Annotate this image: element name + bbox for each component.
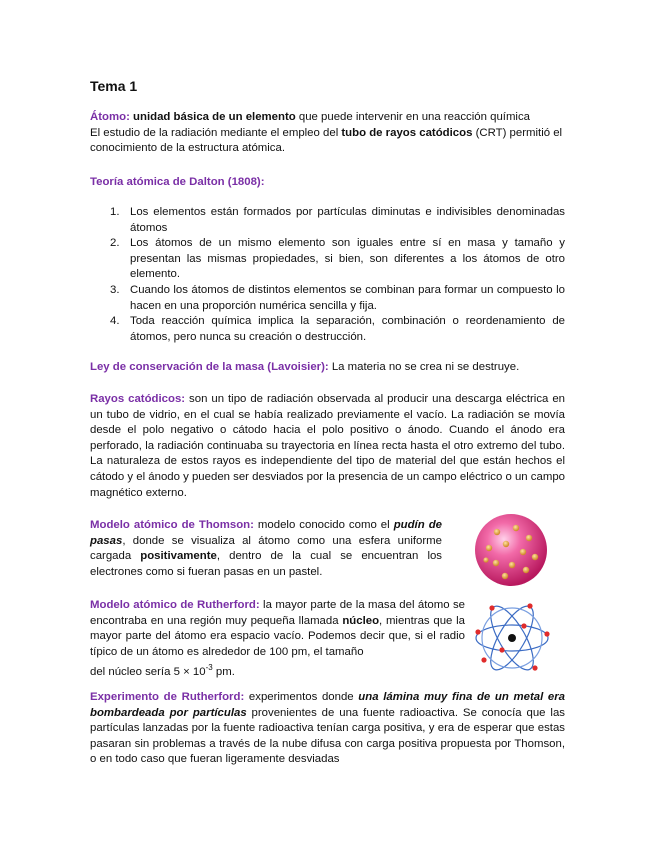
list-item: 4. Toda reacción química implica la separación, combinación o reordenamiento de átomos, pero nunca su creación o destrucción. bbox=[110, 315, 565, 343]
rayos-text: son un tipo de radiación observada al producir una descarga eléctrica en un tubo de vidrio, en el cual se había realizado previamente el vacío. La radiación se movía desde el polo negativo o cátodo hacia el polo positivo o ánodo. Cuando el ánodo era perforado, la radiación continuaba su trayectoria en línea recta hasta el otro extremo del tubo. La naturaleza de estos rayos es independiente del tipo de material del que están hechos el cátodo y el ánodo y pueden ser desviados por la presencia de un campo eléctrico o un campo magnético externo. bbox=[90, 393, 565, 499]
atomo-term: Átomo: bbox=[90, 111, 130, 123]
dalton-heading: Teoría atómica de Dalton (1808): bbox=[90, 176, 265, 188]
list-item: 3. Cuando los átomos de distintos elementos se combinan para formar un compuesto lo hacen en una proporción numérica sencilla y fija. bbox=[110, 283, 565, 312]
lamina-text: una lámina muy fina de un metal era bombardeada por partículas bbox=[90, 691, 565, 719]
nucleo-term: núcleo bbox=[342, 614, 380, 627]
thomson-paragraph: Modelo atómico de Thomson: modelo conocido como el pudín de pasas, donde se visualiza al átomo como una esfera uniforme cargada positivamente, dentro de la cual se encuentran los electrones como si fueran pasas en un pastel. bbox=[90, 519, 443, 578]
lavoisier-paragraph bbox=[90, 360, 570, 376]
experimento-heading: Experimento de Rutherford: bbox=[90, 691, 245, 703]
rayos-heading: Rayos catódicos: bbox=[90, 393, 186, 405]
atomo-rest: que puede intervenir en una reacción química bbox=[295, 111, 530, 123]
rutherford-model-heading: Modelo atómico de Rutherford: bbox=[90, 599, 260, 611]
list-item: 2. Los átomos de un mismo elemento son iguales entre sí en masa y tamaño y presentan las mismas propiedades, si bien, son diferentes a los átomos de otro elemento. bbox=[110, 237, 565, 281]
atomo-line2-pre: El estudio de la radiación mediante el empleo del bbox=[90, 126, 342, 139]
thomson-atom-icon bbox=[462, 510, 560, 590]
thomson-heading: Modelo atómico de Thomson: bbox=[90, 519, 254, 531]
rutherford-atom-icon bbox=[472, 598, 552, 678]
page-title: Tema 1 bbox=[90, 78, 138, 94]
crt-term: tubo de rayos catódicos bbox=[341, 126, 473, 139]
experimento-paragraph: Experimento de Rutherford: experimentos donde una lámina muy fina de un metal era bombardeada por partículas provenientes de una fuente radioactiva. Se conocía que las partículas lanzadas por la fuente radioactiva tenían carga positiva, y era de esperar que estas pasaran sin problemas a través de la nube difusa con carga positiva propuesta por Thomson, o en todo caso que fueran ligeramente desviadas bbox=[90, 691, 565, 766]
atomo-paragraph bbox=[90, 110, 570, 157]
pudin-de-pasas: pudín de pasas bbox=[90, 519, 442, 547]
positivamente: positivamente bbox=[140, 550, 217, 563]
rayos-paragraph bbox=[90, 392, 565, 501]
list-item: 1. Los elementos están formados por partículas diminutas e indivisibles denominadas átomos bbox=[110, 206, 565, 234]
dalton-list bbox=[110, 205, 565, 345]
atomo-line2-post: (CRT) permitió el conocimiento de la estructura atómica. bbox=[90, 126, 563, 155]
rutherford-model-paragraph: Modelo atómico de Rutherford: la mayor parte de la masa del átomo se encontraba en una región muy pequeña llamada núcleo, mientras que la mayor parte del átomo era espacio vacío. Podemos decir que, si el radio típico de un átomo es alrededor de 100 pm, el tamaño del núcleo sería $5 \times 10^{-3}$ pm. bbox=[90, 599, 465, 679]
lavoisier-heading: Ley de conservación de la masa (Lavoisier): bbox=[90, 361, 329, 373]
lavoisier-text: La materia no se crea ni se destruye. bbox=[328, 361, 520, 373]
atomo-bold-definition: unidad básica de un elemento bbox=[133, 111, 296, 123]
